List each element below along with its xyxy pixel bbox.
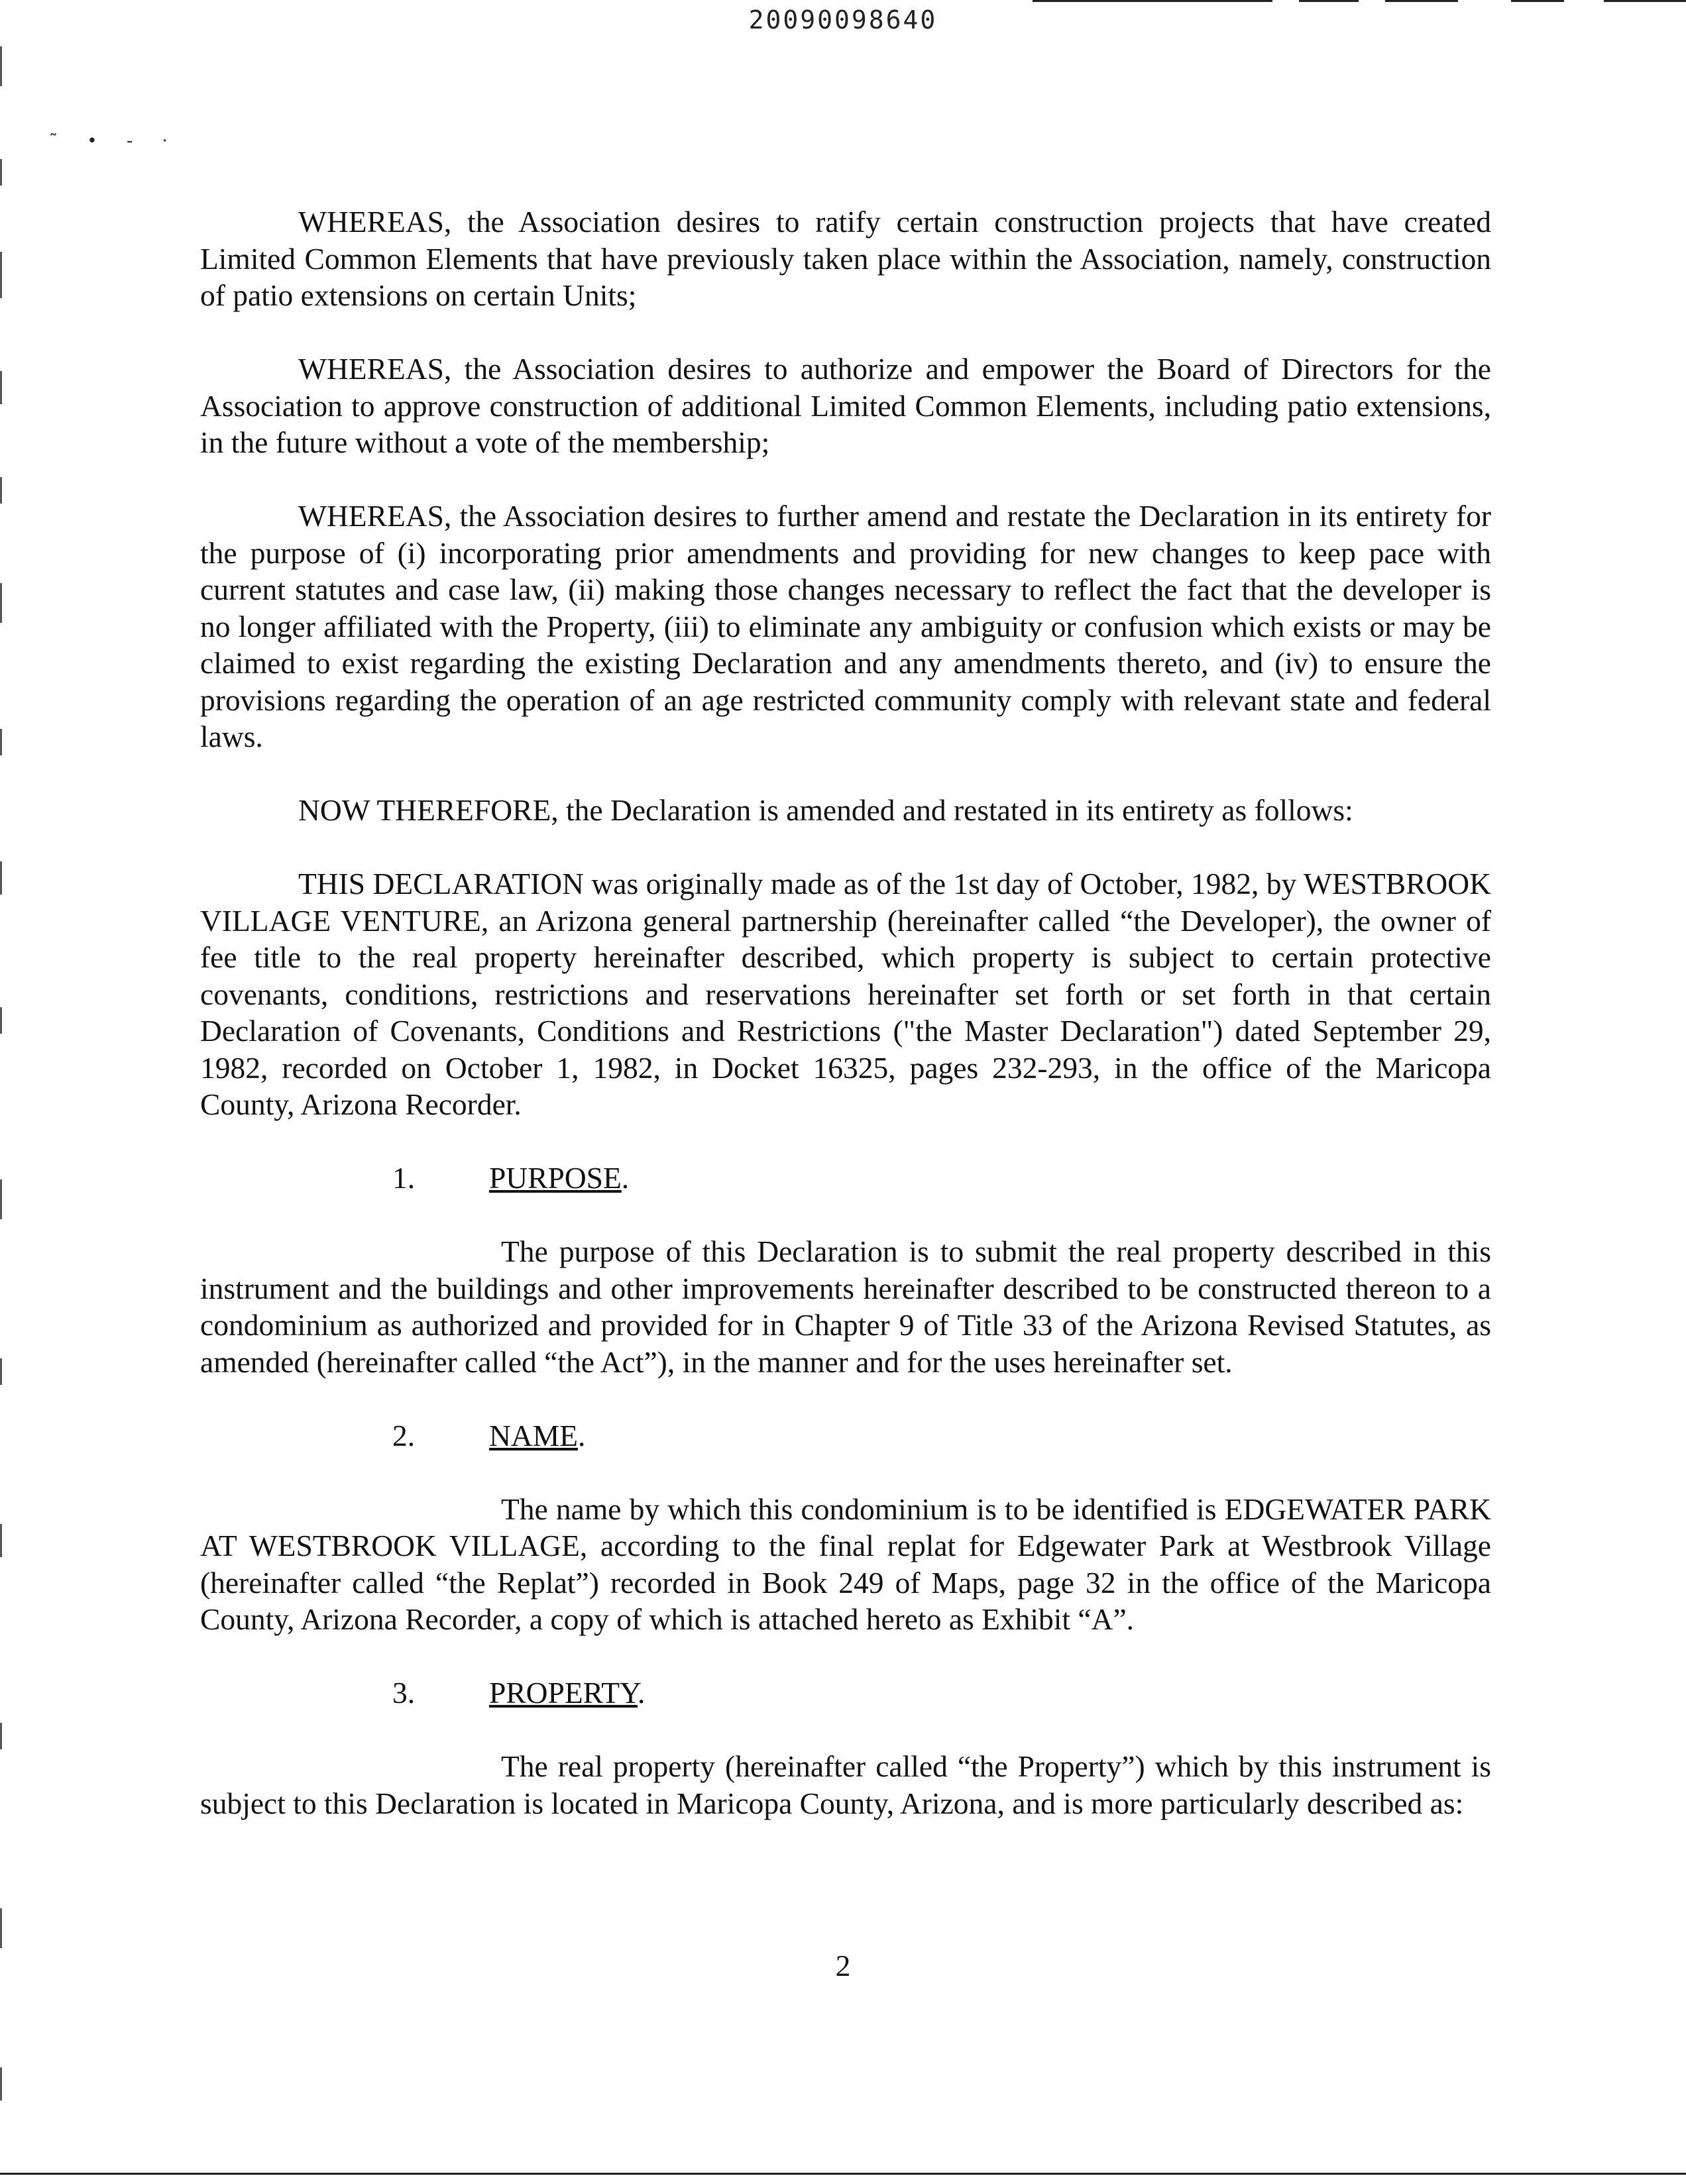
section-title: PURPOSE xyxy=(489,1161,622,1195)
section-title-suffix: . xyxy=(621,1161,630,1195)
document-body xyxy=(200,203,1491,1859)
scan-edge-mark xyxy=(0,371,2,404)
page-number: 2 xyxy=(835,1949,851,1983)
scan-edge-mark xyxy=(0,477,2,504)
scan-edge-mark xyxy=(0,1007,2,1034)
section-heading-property xyxy=(200,1674,1491,1712)
section-title: PROPERTY xyxy=(489,1676,638,1710)
recital-paragraph: WHEREAS, the Association desires to authorize and empower the Board of Directors for the Association to approve construction of additional Limited Common Elements, including patio extensions, in the future without a vote of the membership; xyxy=(200,352,1491,459)
section-heading-purpose xyxy=(200,1160,1491,1197)
scan-edge-mark xyxy=(0,729,2,755)
scan-edge-mark xyxy=(0,159,2,186)
section-number: 3. xyxy=(392,1676,416,1710)
scan-top-rule xyxy=(1299,0,1359,2)
section-number: 2. xyxy=(392,1418,416,1452)
section-title-suffix: . xyxy=(638,1676,646,1710)
section-title: NAME xyxy=(489,1418,578,1452)
scan-top-rule xyxy=(1033,0,1272,2)
scan-edge-mark xyxy=(0,252,2,298)
now-therefore-paragraph: NOW THEREFORE, the Declaration is amended and restated in its entirety as follows: xyxy=(298,793,1353,827)
scan-edge-mark xyxy=(0,1723,2,1749)
section-body-property: The real property (hereinafter called “the Property”) which by this instrument is subject to this Declaration is located in Maricopa County, Arizona, and is more particularly described as: xyxy=(200,1749,1491,1820)
section-title-suffix: . xyxy=(577,1418,586,1452)
recital-paragraph: WHEREAS, the Association desires to further amend and restate the Declaration in its entirety for the purpose of (i) incorporating prior amendments and providing for new changes to keep pace with current statutes and case law, (ii) making those changes necessary to reflect the fact that the developer is no longer affiliated with the Property, (iii) to eliminate any ambiguity or confusion which exists or may be claimed to exist regarding the existing Declaration and any amendments thereto, and (iv) to ensure the provisions regarding the operation of an age restricted community comply with relevant state and federal laws. xyxy=(200,499,1491,753)
section-number: 1. xyxy=(392,1161,416,1195)
scan-edge-mark xyxy=(0,861,2,895)
declaration-intro-paragraph: THIS DECLARATION was originally made as of the 1st day of October, 1982, by WESTBROOK VILLAGE VENTURE, an Arizona general partnership (hereinafter called “the Developer), the owner of fee title to the real property hereinafter described, which property is subject to certain protective covenants, conditions, restrictions and reservations hereinafter set forth or set forth in that certain Declaration of Covenants, Conditions and Restrictions ("the Master Declaration") dated September 29, 1982, recorded on October 1, 1982, in Docket 16325, pages 232-293, in the office of the Maricopa County, Arizona Recorder. xyxy=(200,867,1491,1121)
section-heading-name xyxy=(200,1417,1491,1454)
recording-number: 20090098640 xyxy=(748,5,938,34)
scan-top-rule xyxy=(1604,0,1686,2)
scan-specks: ˜ • - · xyxy=(49,131,180,151)
scan-top-rule xyxy=(1385,0,1458,2)
scan-edge-mark xyxy=(0,1179,2,1219)
section-body-purpose: The purpose of this Declaration is to submit the real property described in this instrument and the buildings and other improvements hereinafter described to be constructed thereon to a condominium as authorized and provided for in Chapter 9 of Title 33 of the Arizona Revised Statutes, as amended (hereinafter called “the Act”), in the manner and for the uses hereinafter set. xyxy=(200,1234,1491,1379)
scan-edge-mark xyxy=(0,583,2,623)
scan-bottom-rule xyxy=(0,2173,1686,2175)
section-body-name: The name by which this condominium is to be identified is EDGEWATER PARK AT WESTBROOK VILLAGE, according to the final replat for Edgewater Park at Westbrook Village (hereinafter called “the Replat”) recorded in Book 249 of Maps, page 32 in the office of the Maricopa County, Arizona Recorder, a copy of which is attached hereto as Exhibit “A”. xyxy=(200,1492,1491,1636)
scan-top-rule xyxy=(1511,0,1564,2)
scan-edge-mark xyxy=(0,1908,2,1948)
recital-paragraph: WHEREAS, the Association desires to ratify certain construction projects that have created Limited Common Elements that have previously taken place within the Association, namely, construction of patio extensions on certain Units; xyxy=(200,205,1491,312)
scan-edge-mark xyxy=(0,1358,2,1385)
scan-edge-mark xyxy=(0,1524,2,1557)
scan-edge-mark xyxy=(0,2067,2,2101)
scan-edge-mark xyxy=(0,46,2,86)
